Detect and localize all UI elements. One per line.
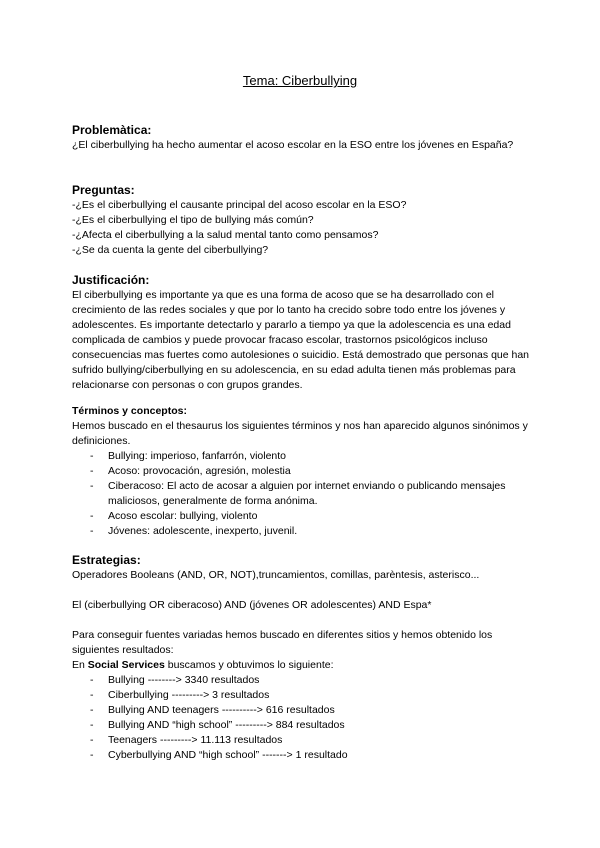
fuentes-text: Para conseguir fuentes variadas hemos buscado en diferentes sitios y hemos obtenido los siguientes resultados: xyxy=(72,629,493,656)
source-line xyxy=(72,658,532,673)
justificacion-text: El ciberbullying es importante ya que es una forma de acoso que se ha desarrollado con el crecimiento de las redes sociales y que por lo tanto ha crecido sobre todo entre los jóvenes y adolescentes. Es importante detectarlo y pararlo a tiempo ya que la adolescencia es una edad complicada de cambios y puede provocar fracaso escolar, trastornos psicológicos incluso consecuencias mas fuertes como autolesiones o suicidio. Está demostrado que personas que han sufrido bullying/ciberbullying en su adolescencia, en su edad adulta tienen más problemas para relacionarse con personas o con grupos grandes. xyxy=(72,289,530,391)
estrategias-heading: Estrategias: xyxy=(72,553,141,567)
estrategias-section xyxy=(72,552,532,763)
result-item: - Bullying --------> 3340 resultados xyxy=(72,673,532,688)
pregunta-item: -¿Es el ciberbullying el causante principal del acoso escolar en la ESO? xyxy=(72,199,407,211)
pregunta-item: -¿Afecta el ciberbullying a la salud mental tanto como pensamos? xyxy=(72,229,379,241)
source-suffix: buscamos y obtuvimos lo siguiente: xyxy=(164,659,334,671)
terminos-intro: Hemos buscado en el thesaurus los siguientes términos y nos han aparecido algunos sinónimos y definiciones. xyxy=(72,420,528,447)
problematica-heading: Problemàtica: xyxy=(72,123,152,137)
result-item: - Teenagers ---------> 11.113 resultados xyxy=(72,733,532,748)
problematica-text: ¿El ciberbullying ha hecho aumentar el acoso escolar en la ESO entre los jóvenes en España? xyxy=(72,139,514,151)
list-item: - Acoso escolar: bullying, violento xyxy=(72,509,532,524)
terminos-section xyxy=(72,404,532,539)
terminos-heading: Términos y conceptos: xyxy=(72,405,187,417)
result-item: - Bullying AND “high school” ---------> 884 resultados xyxy=(72,718,532,733)
terminos-list xyxy=(72,449,532,539)
pregunta-item: -¿Se da cuenta la gente del ciberbullying? xyxy=(72,244,269,256)
preguntas-section xyxy=(72,182,532,258)
pregunta-item: -¿Es el ciberbullying el tipo de bullying más común? xyxy=(72,214,314,226)
preguntas-heading: Preguntas: xyxy=(72,183,135,197)
source-prefix: En xyxy=(72,659,88,671)
problematica-section xyxy=(72,122,532,153)
justificacion-heading: Justificación: xyxy=(72,273,150,287)
results-list xyxy=(72,673,532,763)
search-query: El (ciberbullying OR ciberacoso) AND (jóvenes OR adolescentes) AND Espa* xyxy=(72,599,432,611)
justificacion-section xyxy=(72,272,532,393)
result-item: - Bullying AND teenagers ----------> 616 resultados xyxy=(72,703,532,718)
list-item: - Bullying: imperioso, fanfarrón, violento xyxy=(72,449,532,464)
page-title: Tema: Ciberbullying xyxy=(242,73,358,88)
source-name: Social Services xyxy=(87,659,165,671)
list-item: - Jóvenes: adolescente, inexperto, juvenil. xyxy=(72,524,532,539)
result-item: - Ciberbullying ---------> 3 resultados xyxy=(72,688,532,703)
list-item: - Acoso: provocación, agresión, molestia xyxy=(72,464,532,479)
operators-text: Operadores Booleans (AND, OR, NOT),truncamientos, comillas, parèntesis, asterisco... xyxy=(72,569,480,581)
result-item: - Cyberbullying AND “high school” -------> 1 resultado xyxy=(72,748,532,763)
list-item: - Ciberacoso: El acto de acosar a alguien por internet enviando o publicando mensajes maliciosos, generalmente de forma anónima. xyxy=(72,479,532,509)
